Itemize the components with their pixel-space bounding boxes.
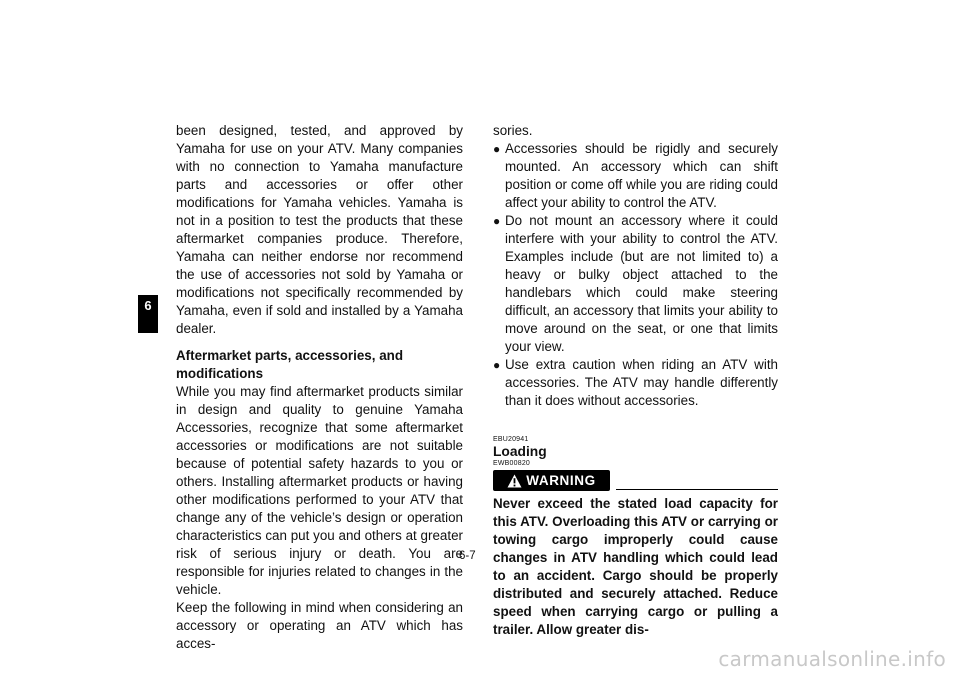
bullet-text: Do not mount an accessory where it could interfere with your ability to control the ATV. Examples include (but are not limited to) a heavy or bulky object attached to the handlebars which could make steering difficult, an accessory that limits your ability to move around on the seat, or one that limits your view. [505,213,778,354]
warning-triangle-icon [507,474,522,488]
bullet-item [493,356,778,410]
bullet-item [493,140,778,212]
continuation-text: sories. [493,123,533,138]
chapter-tab: 6 [138,295,158,333]
page-number: 6-7 [459,550,476,562]
warning-code: EWB00820 [493,460,531,467]
bullet-icon: ● [493,142,501,156]
intro-paragraph: been designed, tested, and approved by Yamaha for use on your ATV. Many companies with no connection to Yamaha manufacture parts and accessories or offer other modifications for Yamaha vehicles. Yamaha is not in a position to test the products that these aftermarket companies produce. Therefore, Yamaha can neither endorse nor recommend the use of accessories not sold by Yamaha or modifications not specifically recommended by Yamaha, even if sold and installed by a Yamaha dealer. [176,123,463,336]
warning-label: WARNING [526,472,596,488]
warning-rule [616,489,778,490]
warning-header [493,470,778,491]
bullet-icon: ● [493,358,501,372]
section-code: EBU20941 [493,436,529,443]
warning-badge [493,470,610,491]
aftermarket-heading: Aftermarket parts, accessories, and modifications [176,348,404,381]
bullet-icon: ● [493,214,501,228]
warning-text: Never exceed the stated load capacity for this ATV. Overloading this ATV or carrying or towing cargo improperly could cause changes in ATV handling which could lead to an accident. Cargo should be properly distributed and securely attached. Reduce speed when carrying cargo or pulling a trailer. Allow greater dis- [493,496,778,637]
bullet-text: Accessories should be rigidly and securely mounted. An accessory which can shift position or come off while you are riding could affect your ability to control the ATV. [505,141,778,210]
bullet-text: Use extra caution when riding an ATV with accessories. The ATV may handle differently than it does without accessories. [505,357,778,408]
right-column [493,122,778,639]
left-column [176,122,463,653]
watermark: carmanualsonline.info [718,647,946,671]
closing-paragraph: Keep the following in mind when considering an accessory or operating an ATV which has acces- [176,600,463,651]
section-title: Loading [493,444,547,459]
bullet-item [493,212,778,356]
aftermarket-paragraph: While you may find aftermarket products similar in design and quality to genuine Yamaha Accessories, recognize that some aftermarket accessories or modifications are not suitable because of potential safety hazards to you or others. Installing aftermarket products or having other modifications performed to your ATV that change any of the vehicle’s design or operation characteristics can put you and others at greater risk of serious injury or death. You are responsible for injuries related to changes in the vehicle. [176,384,463,597]
